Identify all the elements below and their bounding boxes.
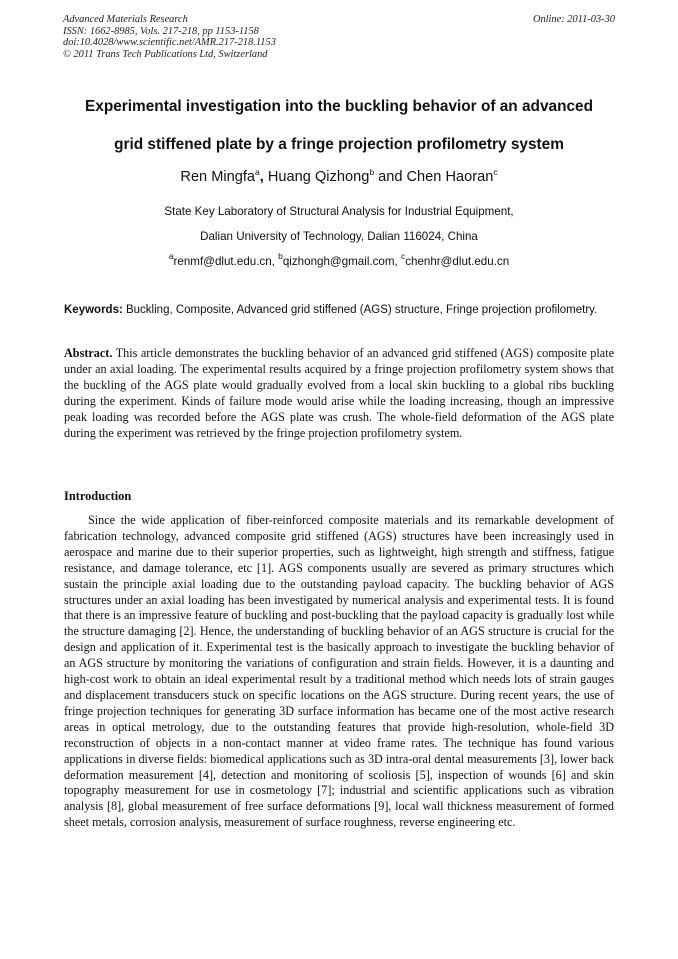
journal-name: Advanced Materials Research (63, 14, 188, 25)
title-line-1: Experimental investigation into the buckling behavior of an advanced (85, 98, 593, 115)
affiliation-line-2: Dalian University of Technology, Dalian 116024, China (200, 230, 478, 243)
keywords-label: Keywords: (64, 304, 123, 316)
title-line-2: grid stiffened plate by a fringe projection profilometry system (114, 136, 564, 153)
abstract-label: Abstract. (64, 346, 113, 360)
author-affil-mark: c (493, 167, 498, 177)
email: qizhongh@gmail.com, (282, 255, 401, 268)
author-name: Ren Mingfa (180, 169, 256, 185)
email: chenhr@dlut.edu.cn (405, 255, 510, 268)
issn-line: ISSN: 1662-8985, Vols. 217-218, pp 1153-1158 (63, 25, 259, 37)
author-affil-mark: b (369, 167, 375, 177)
author-name: Chen Haoran (406, 169, 494, 185)
author-name: Huang Qizhong (267, 169, 370, 185)
doi-line: doi:10.4028/www.scientific.net/AMR.217-218.1153 (63, 37, 276, 49)
affiliation-line-1: State Key Laboratory of Structural Analysis for Industrial Equipment, (164, 205, 514, 218)
email-mark: c (400, 251, 406, 261)
section-heading-introduction: Introduction (64, 489, 132, 503)
email-mark: b (278, 251, 283, 261)
email: renmf@dlut.edu.cn, (173, 255, 279, 268)
email-list (50, 251, 628, 269)
online-date: Online: 2011-03-30 (532, 14, 615, 25)
journal-header (63, 14, 615, 60)
abstract-text: This article demonstrates the buckling behavior of an advanced grid stiffened (AGS) composite plate under an axial loading. The experimental results acquired by a fringe projection profilometry system shows that the buckling of the AGS plate would gradually evolved from a local skin buckling to a global ribs buckling during the experiment. Kinds of failure mode would arise while the loading increasing, though an impressive peak loading was recorded before the AGS plate was crush. The whole-field deformation of the AGS plate during the experiment was retrieved by the fringe projection profilometry system. (64, 346, 614, 440)
copyright-line: © 2011 Trans Tech Publications Ltd, Switzerland (63, 48, 268, 60)
keywords (64, 302, 614, 319)
abstract (64, 346, 614, 441)
author-list (50, 168, 628, 186)
paper-title (50, 88, 628, 164)
email-mark: a (168, 251, 174, 261)
keywords-text: Buckling, Composite, Advanced grid stiffened (AGS) structure, Fringe projection profilometry. (122, 304, 598, 316)
author-affil-mark: a (255, 167, 260, 177)
author-separator: , (259, 169, 268, 185)
author-separator: and (374, 169, 407, 185)
introduction-paragraph: Since the wide application of fiber-reinforced composite materials and its remarkable development of fabrication technology, advanced composite grid stiffened (AGS) structures have been increasingly used in aerospace and marine due to their superior properties, such as lightweight, high strength and stiffness, fatigue resistance, and damage tolerance, etc [1]. AGS components usually are severed as primary structures which sustain the principle axial loading due to the outstanding payload capacity. The buckling behavior of AGS structures under an axial loading has been investigated by numerical analysis and experimental tests. It is found that there is an impressive feature of buckling and post-buckling that the payload capacity is gradually lost while the structure damaging [2]. Hence, the understanding of buckling behavior of an AGS structure is crucial for the design and application of it. Experimental test is the basically approach to investigate the buckling behavior of an AGS structure by monitoring the variations of configuration and strain fields. However, it is a daunting and high-cost work to obtain an ideal experimental result by a traditional method which needs lots of strain gauges and displacement transducers stuck on specific locations on the AGS structure. During recent years, the use of fringe projection techniques for generating 3D surface information has became one of the most active research areas in optical metrology, due to the outstanding features that provide high-resolution, whole-field 3D reconstruction of objects in a non-contact manner at video frame rates. The technique has found various applications in diverse fields: biomedical applications such as 3D intra-oral dental measurements [3], lower back deformation measurement [4], detection and monitoring of scoliosis [5], inspection of wounds [6] and skin topography measurement for use in cosmetology [7]; industrial and scientific applications such as vibration analysis [8], global measurement of free surface deformations [9], local wall thickness measurement of formed sheet metals, corrosion analysis, measurement of surface roughness, reverse engineering etc. (64, 513, 614, 830)
